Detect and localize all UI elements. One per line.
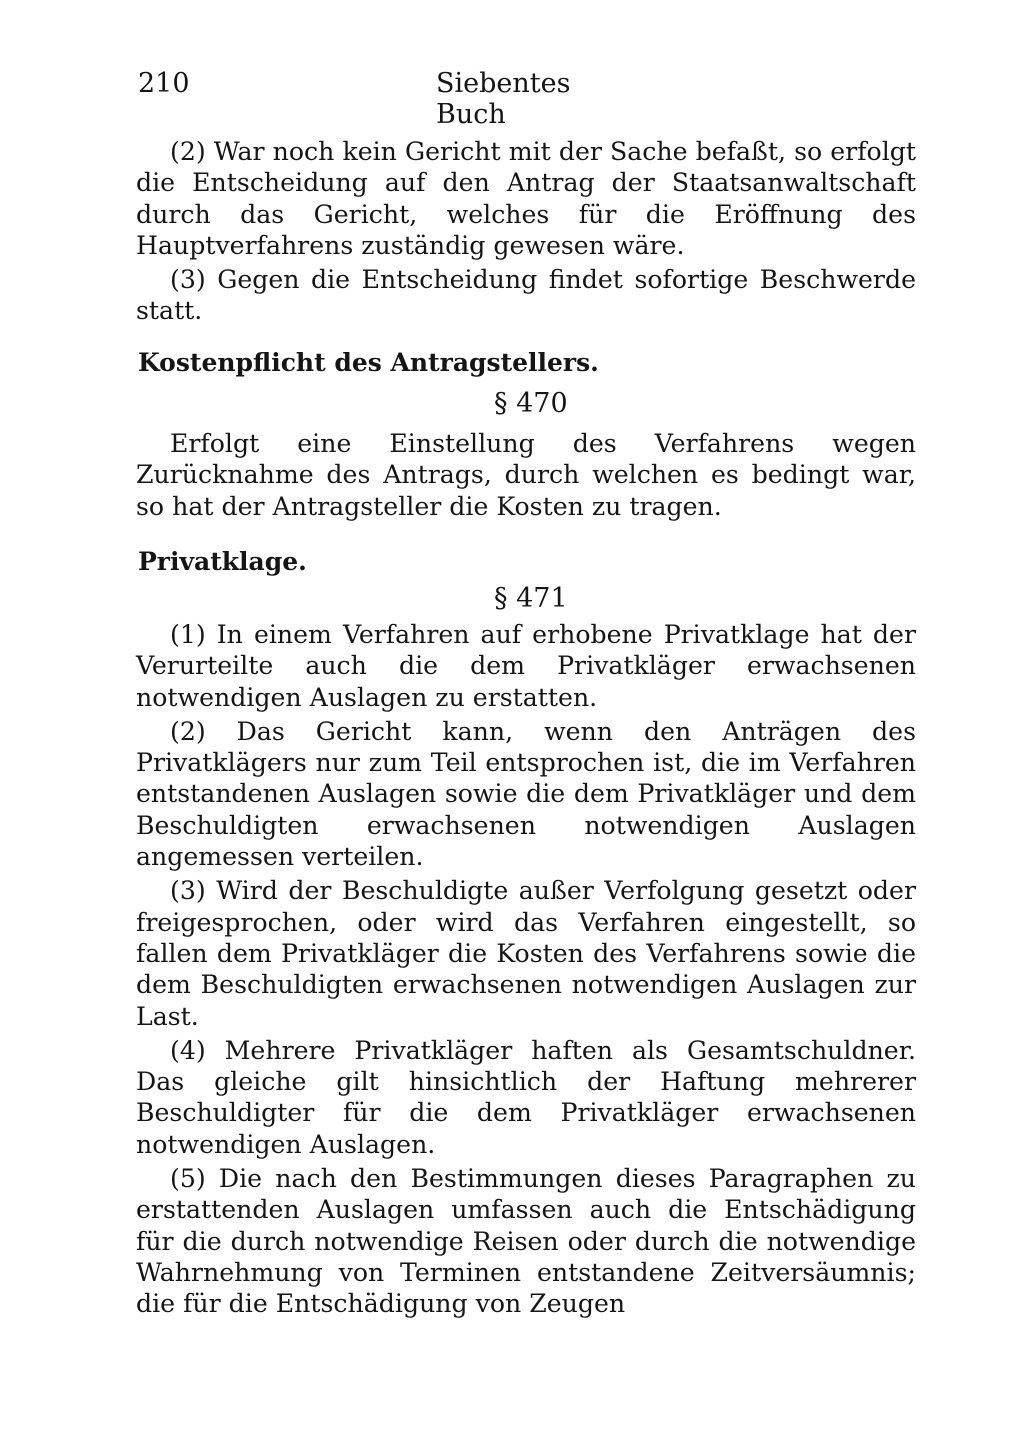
- section-470-number: § 470: [494, 388, 568, 419]
- paragraph-470-1: Erfolgt eine Einstellung des Verfahrens wegen Zurücknahme des Antrags, durch welchen es bedingt war, so hat der Antragsteller die Kosten zu tragen.: [136, 429, 916, 521]
- section-470-body: [136, 428, 916, 522]
- section-470-heading: Kostenpflicht des Antragstellers.: [138, 348, 599, 377]
- section-471-heading: Privatklage.: [138, 547, 307, 576]
- paragraph-471-4: (4) Mehrere Privatkläger haften als Gesamtschuldner. Das gleiche gilt hinsichtlich der Haftung mehrerer Beschuldigter für die dem Privatkläger erwachsenen notwendigen Auslagen.: [136, 1035, 916, 1159]
- section-471-body: [136, 619, 916, 1320]
- paragraph-471-2: (2) Das Gericht kann, wenn den Anträgen des Privatklägers nur zum Teil entsprochen ist, die im Verfahren entstandenen Auslagen sowie die dem Privatkläger und dem Beschuldigten erwachsenen notwendigen Auslagen angemessen verteilen.: [136, 716, 916, 872]
- paragraph-469-3: (3) Gegen die Entscheidung findet sofortige Beschwerde statt.: [136, 265, 916, 326]
- paragraph-471-1: (1) In einem Verfahren auf erhobene Privatklage hat der Verurteilte auch die dem Privatkläger erwachsenen notwendigen Auslagen zu erstatten.: [136, 620, 916, 712]
- paragraph-469-2: (2) War noch kein Gericht mit der Sache befaßt, so erfolgt die Entscheidung auf den Antrag der Staatsanwaltschaft durch das Gericht, welches für die Eröffnung des Hauptverfahrens zuständig gewesen wäre.: [136, 137, 916, 260]
- page-header: [138, 68, 638, 130]
- page-number: 210: [138, 68, 190, 99]
- section-469-continuation: [136, 136, 916, 327]
- running-title: Siebentes Buch: [436, 68, 571, 130]
- paragraph-471-3: (3) Wird der Beschuldigte außer Verfolgung gesetzt oder freigesprochen, oder wird das Verfahren eingestellt, so fallen dem Privatkläger die Kosten des Verfahrens sowie die dem Beschuldigten erwachsenen notwendigen Auslagen zur Last.: [136, 876, 916, 1031]
- paragraph-471-5: (5) Die nach den Bestimmungen dieses Paragraphen zu erstattenden Auslagen umfassen auch die Entschädigung für die durch notwendige Reisen oder durch die notwendige Wahrnehmung von Terminen entstandene Zeitversäumnis; die für die Entschädigung von Zeugen: [136, 1164, 916, 1319]
- section-471-number: § 471: [494, 583, 568, 614]
